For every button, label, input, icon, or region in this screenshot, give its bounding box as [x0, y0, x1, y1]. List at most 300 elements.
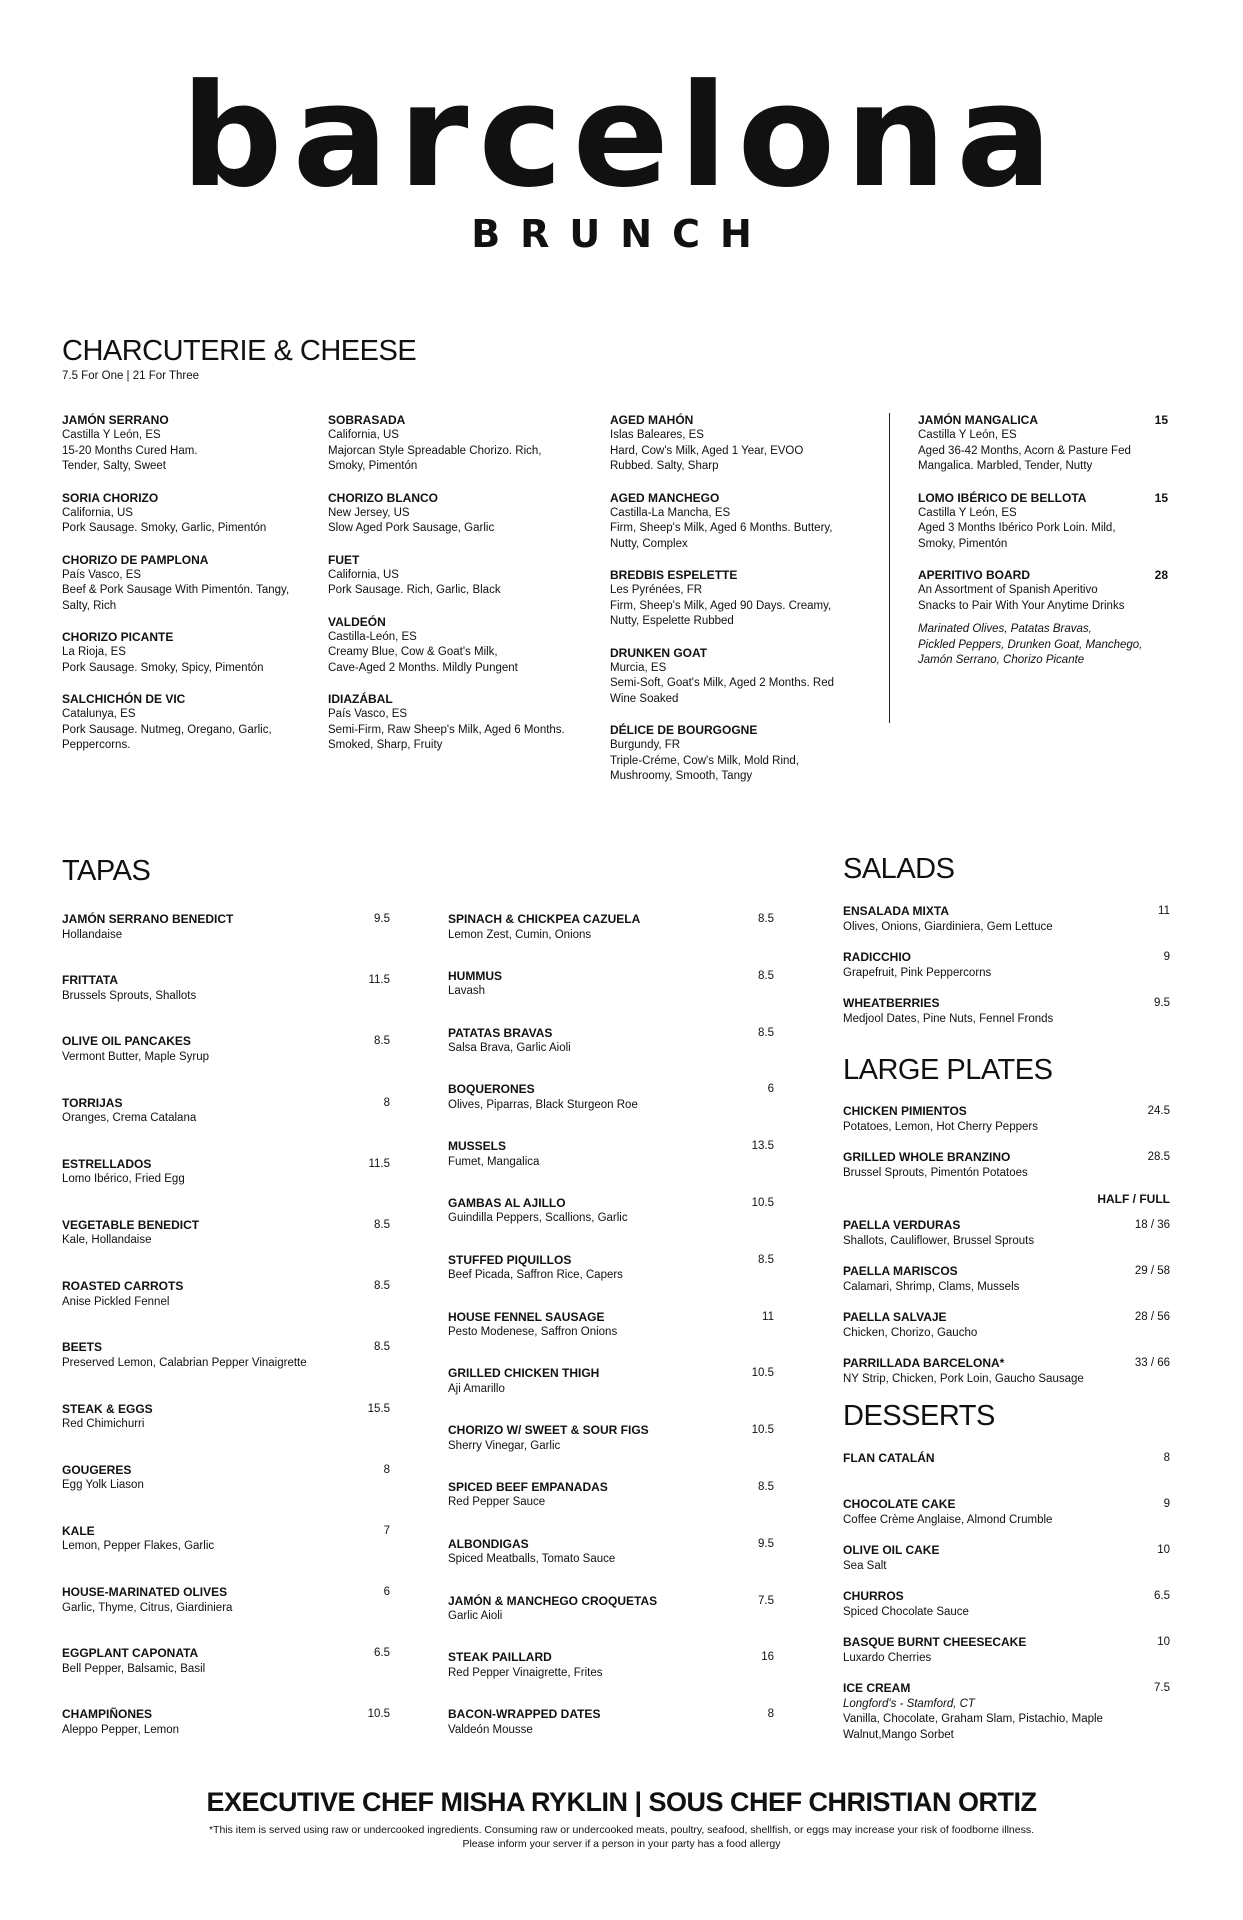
- menu-item-header: [843, 904, 1170, 920]
- menu-item: [448, 1650, 774, 1707]
- menu-item-name: VEGETABLE BENEDICT: [62, 1217, 200, 1232]
- item-detail-line: California, US: [62, 506, 133, 519]
- menu-item-price: 9: [1163, 951, 1170, 963]
- menu-item-description: Guindilla Peppers, Scallions, Garlic: [448, 1212, 628, 1225]
- charcuterie-title: CHARCUTERIE & CHEESE: [62, 335, 417, 367]
- menu-item: [448, 1139, 774, 1196]
- menu-item: [843, 1497, 1170, 1543]
- menu-item-name: STUFFED PIQUILLOS: [448, 1252, 572, 1267]
- menu-item: [448, 1423, 774, 1480]
- menu-item: [448, 1707, 774, 1764]
- menu-item-price: 8: [1163, 1452, 1170, 1464]
- menu-item-name: FLAN CATALÁN: [843, 1451, 935, 1465]
- charcuterie-item: [328, 491, 588, 537]
- item-detail-line: Majorcan Style Spreadable Chorizo. Rich,: [328, 444, 542, 457]
- menu-item-name: PAELLA VERDURAS: [843, 1218, 961, 1232]
- menu-item-name: STEAK & EGGS: [62, 1401, 153, 1416]
- item-name: SOBRASADA: [328, 413, 406, 427]
- item-header: [62, 413, 312, 428]
- menu-item-price: 11: [1158, 905, 1170, 917]
- menu-item: [843, 1635, 1170, 1681]
- menu-item-description: Hollandaise: [62, 928, 123, 941]
- menu-item-price: 7: [383, 1524, 390, 1537]
- menu-item-description: Potatoes, Lemon, Hot Cherry Peppers: [843, 1120, 1038, 1133]
- menu-item-header: [448, 1310, 774, 1326]
- item-detail-line: New Jersey, US: [328, 506, 410, 519]
- menu-item-description: Walnut,Mango Sorbet: [843, 1728, 954, 1741]
- menu-item-name: BASQUE BURNT CHEESECAKE: [843, 1635, 1027, 1649]
- menu-item-price: 15.5: [367, 1402, 390, 1415]
- menu-item-header: [448, 1537, 774, 1553]
- menu-item: [62, 1402, 390, 1463]
- item-name: VALDEÓN: [328, 614, 386, 629]
- item-price: 28: [1154, 568, 1168, 582]
- menu-item-header: [843, 1589, 1170, 1605]
- menu-item-description: Salsa Brava, Garlic Aioli: [448, 1042, 571, 1055]
- item-detail-line: Triple-Créme, Cow's Milk, Mold Rind,: [610, 754, 799, 767]
- menu-item-header: [843, 996, 1170, 1012]
- item-header: [918, 413, 1168, 428]
- menu-item-name: GRILLED CHICKEN THIGH: [448, 1366, 600, 1381]
- menu-item-price: 11.5: [368, 1157, 390, 1170]
- menu-item-description: Garlic Aioli: [448, 1610, 503, 1623]
- charcuterie-item: [610, 723, 875, 785]
- menu-item-name: CHOCOLATE CAKE: [843, 1497, 956, 1511]
- item-price: 15: [1154, 413, 1168, 427]
- menu-item-price: 8: [767, 1708, 774, 1721]
- item-detail-line: Firm, Sheep's Milk, Aged 6 Months. Buttery,: [610, 522, 833, 534]
- menu-item-price: 8: [383, 1463, 390, 1476]
- item-name: CHORIZO PICANTE: [62, 630, 174, 644]
- menu-item: [448, 1253, 774, 1310]
- menu-item-header: [843, 1310, 1170, 1326]
- menu-item-name: SPINACH & CHICKPEA CAZUELA: [448, 912, 641, 926]
- menu-item: [843, 1543, 1170, 1589]
- menu-item-name: OLIVE OIL CAKE: [843, 1543, 940, 1557]
- menu-item: [62, 1218, 390, 1279]
- menu-item-header: [448, 1026, 774, 1042]
- menu-item-header: [448, 969, 774, 985]
- item-detail-line: Smoky, Pimentón: [328, 460, 418, 472]
- menu-item: [843, 904, 1170, 950]
- charcuterie-item: [610, 413, 875, 475]
- item-name: IDIAZÁBAL: [328, 692, 393, 706]
- menu-item-name: RADICCHIO: [843, 950, 911, 964]
- item-header: [610, 413, 875, 428]
- menu-item-name: OLIVE OIL PANCAKES: [62, 1034, 191, 1049]
- menu-item: [62, 1585, 390, 1646]
- menu-item-price: 9.5: [1154, 997, 1170, 1009]
- menu-item-header: [843, 1451, 1170, 1467]
- item-header: [610, 568, 875, 583]
- item-header: [610, 491, 875, 506]
- item-price: 15: [1154, 490, 1168, 505]
- menu-item-price: 8.5: [374, 1280, 390, 1293]
- menu-item-header: [62, 1646, 390, 1662]
- menu-item-name: CHORIZO W/ SWEET & SOUR FIGS: [448, 1423, 649, 1438]
- menu-item-description: Fumet, Mangalica: [448, 1155, 540, 1168]
- menu-item-price: 10.5: [751, 1196, 774, 1209]
- raw-food-disclaimer: *This item is served using raw or undercooked ingredients. Consuming raw or undercooked meats, poultry, seafood, shellfish, or eggs may increase your risk of foodborne illness.: [208, 1824, 1035, 1836]
- menu-item-header: [448, 1082, 774, 1098]
- charcuterie-item: [328, 692, 588, 754]
- menu-item-description: Bell Pepper, Balsamic, Basil: [62, 1662, 206, 1675]
- menu-item-price: 16: [761, 1651, 774, 1664]
- menu-item-origin: Longford's - Stamford, CT: [843, 1697, 975, 1710]
- charcuterie-item: [328, 553, 588, 599]
- item-name: JAMÓN SERRANO: [62, 413, 169, 427]
- menu-item-name: PATATAS BRAVAS: [448, 1025, 553, 1040]
- large-plates-title: LARGE PLATES: [843, 1054, 1053, 1086]
- menu-item-description: Aleppo Pepper, Lemon: [62, 1723, 180, 1736]
- menu-item-price: 6: [383, 1586, 390, 1599]
- item-detail-line: Islas Baleares, ES: [610, 429, 704, 441]
- menu-item-price: 9.5: [758, 1537, 774, 1550]
- menu-item-header: [843, 1264, 1170, 1280]
- item-detail-line: Castilla Y León, ES: [918, 506, 1017, 519]
- item-detail-line: Castilla-La Mancha, ES: [610, 506, 731, 519]
- menu-item-description: Lemon, Pepper Flakes, Garlic: [62, 1540, 215, 1553]
- menu-item-description: Olives, Piparras, Black Sturgeon Roe: [448, 1098, 638, 1111]
- menu-item-price: 28 / 56: [1134, 1311, 1170, 1323]
- menu-item-header: [843, 1218, 1170, 1234]
- large-plates-list: [843, 1104, 1170, 1402]
- item-header: [328, 413, 588, 428]
- item-detail-line: Cave-Aged 2 Months. Mildly Pungent: [328, 661, 518, 674]
- item-name: DÉLICE DE BOURGOGNE: [610, 723, 758, 737]
- menu-item-header: [843, 1635, 1170, 1651]
- menu-item: [62, 973, 390, 1034]
- half-full-label: HALF / FULL: [1097, 1192, 1170, 1206]
- menu-item-price: 29 / 58: [1134, 1265, 1170, 1277]
- menu-item-description: Luxardo Cherries: [843, 1651, 932, 1664]
- menu-item-name: HOUSE-MARINATED OLIVES: [62, 1585, 228, 1600]
- item-name: DRUNKEN GOAT: [610, 645, 708, 660]
- menu-item-price: 9: [1163, 1498, 1170, 1510]
- menu-item-header: [448, 1650, 774, 1666]
- salads-list: [843, 904, 1170, 1042]
- charcuterie-item: [62, 491, 312, 537]
- item-detail-line: Pork Sausage. Smoky, Spicy, Pimentón: [62, 661, 264, 674]
- menu-item-name: HOUSE FENNEL SAUSAGE: [448, 1309, 605, 1324]
- menu-item-header: [843, 1681, 1170, 1697]
- menu-item: [62, 1524, 390, 1585]
- item-name: SORIA CHORIZO: [62, 490, 159, 505]
- menu-item-name: ENSALADA MIXTA: [843, 904, 949, 918]
- menu-item-name: SPICED BEEF EMPANADAS: [448, 1479, 608, 1494]
- menu-item-description: Vermont Butter, Maple Syrup: [62, 1050, 210, 1063]
- item-name: SALCHICHÓN DE VIC: [62, 692, 186, 706]
- menu-item-description: Oranges, Crema Catalana: [62, 1112, 197, 1125]
- menu-item-price: 10.5: [751, 1367, 774, 1380]
- item-header: [328, 491, 588, 506]
- menu-item: [448, 1026, 774, 1083]
- menu-item-name: PAELLA SALVAJE: [843, 1310, 947, 1324]
- item-name: CHORIZO BLANCO: [328, 490, 438, 505]
- menu-item-description: Brussels Sprouts, Shallots: [62, 989, 197, 1002]
- menu-item-header: [62, 1157, 390, 1173]
- menu-item-price: 7.5: [758, 1594, 774, 1607]
- menu-item-description: Aji Amarillo: [448, 1382, 505, 1395]
- menu-item-name: MUSSELS: [448, 1139, 507, 1154]
- item-name: JAMÓN MANGALICA: [918, 413, 1038, 427]
- item-detail-line: Castilla-León, ES: [328, 630, 417, 643]
- menu-item: [448, 1594, 774, 1651]
- menu-item: [843, 1589, 1170, 1635]
- board-contents-line: Marinated Olives, Patatas Bravas,: [918, 623, 1092, 635]
- item-name: AGED MANCHEGO: [610, 490, 720, 505]
- menu-item: [62, 1707, 390, 1768]
- menu-item-name: HUMMUS: [448, 968, 502, 983]
- menu-item-price: 13.5: [751, 1140, 774, 1153]
- restaurant-logo: barcelona: [180, 54, 1063, 219]
- menu-item-name: GRILLED WHOLE BRANZINO: [843, 1150, 1011, 1164]
- menu-item-header: [843, 950, 1170, 966]
- menu-item-description: Medjool Dates, Pine Nuts, Fennel Fronds: [843, 1012, 1054, 1025]
- item-header: [328, 615, 588, 630]
- menu-item: [448, 1537, 774, 1594]
- item-detail-line: Wine Soaked: [610, 692, 679, 705]
- menu-item-description: Shallots, Cauliflower, Brussel Sprouts: [843, 1234, 1035, 1247]
- item-name: BREDBIS ESPELETTE: [610, 568, 738, 582]
- item-detail-line: Peppercorns.: [62, 739, 131, 751]
- menu-item: [843, 1681, 1170, 1741]
- menu-item-header: [62, 1034, 390, 1050]
- menu-item-name: BEETS: [62, 1340, 103, 1355]
- menu-item-name: PARRILLADA BARCELONA*: [843, 1356, 1005, 1370]
- item-detail-line: Salty, Rich: [62, 599, 117, 612]
- item-header: [62, 692, 312, 707]
- item-detail-line: Smoked, Sharp, Fruity: [328, 739, 443, 751]
- charcuterie-item: [918, 491, 1168, 553]
- menu-item-name: JAMÓN SERRANO BENEDICT: [62, 912, 234, 926]
- menu-item-price: 8.5: [374, 1035, 390, 1048]
- item-detail-line: 15-20 Months Cured Ham.: [62, 444, 198, 457]
- menu-item-name: EGGPLANT CAPONATA: [62, 1646, 199, 1661]
- menu-item-price: 18 / 36: [1134, 1219, 1170, 1231]
- menu-item-header: [448, 1707, 774, 1723]
- menu-item-description: Lavash: [448, 985, 486, 998]
- menu-item-name: KALE: [62, 1523, 95, 1538]
- menu-item: [62, 1463, 390, 1524]
- menu-item: [843, 1104, 1170, 1150]
- menu-item-price: 6.5: [374, 1647, 390, 1660]
- menu-item-header: [62, 1279, 390, 1295]
- item-detail-line: California, US: [328, 429, 399, 441]
- menu-item-name: WHEATBERRIES: [843, 996, 940, 1010]
- menu-item-header: [448, 912, 774, 928]
- column-divider: [889, 413, 890, 723]
- item-detail-line: Aged 3 Months Ibérico Pork Loin. Mild,: [918, 522, 1116, 534]
- menu-item-price: 8.5: [374, 1341, 390, 1354]
- item-header: [610, 646, 875, 661]
- tapas-column-2: [448, 912, 774, 1764]
- menu-item: [62, 1279, 390, 1340]
- menu-item-description: Calamari, Shrimp, Clams, Mussels: [843, 1280, 1020, 1293]
- menu-item-price: 8.5: [758, 913, 774, 925]
- menu-item-price: 8: [383, 1096, 390, 1109]
- menu-item-description: Garlic, Thyme, Citrus, Giardiniera: [62, 1601, 233, 1614]
- menu-item-description: Coffee Crème Anglaise, Almond Crumble: [843, 1513, 1053, 1526]
- menu-item-name: STEAK PAILLARD: [448, 1650, 552, 1665]
- menu-item-description: Brussel Sprouts, Pimentón Potatoes: [843, 1166, 1028, 1179]
- item-detail-line: Catalunya, ES: [62, 708, 136, 720]
- menu-item-name: ALBONDIGAS: [448, 1536, 529, 1551]
- menu-item: [843, 1150, 1170, 1196]
- menu-item: [843, 1264, 1170, 1310]
- menu-item-header: [843, 1497, 1170, 1513]
- menu-item-description: Anise Pickled Fennel: [62, 1295, 170, 1308]
- menu-item-description: Sea Salt: [843, 1559, 887, 1572]
- charcuterie-column-3: [610, 413, 875, 801]
- item-detail-line: Beef & Pork Sausage With Pimentón. Tangy,: [62, 584, 290, 596]
- desserts-list: [843, 1451, 1170, 1741]
- menu-item-name: BACON-WRAPPED DATES: [448, 1707, 601, 1722]
- menu-item: [843, 950, 1170, 996]
- item-detail-line: Semi-Firm, Raw Sheep's Milk, Aged 6 Months.: [328, 723, 565, 736]
- item-header: [918, 491, 1168, 506]
- menu-item-header: [448, 1594, 774, 1610]
- charcuterie-column-2: [328, 413, 588, 770]
- item-name: APERITIVO BOARD: [918, 568, 1031, 582]
- item-detail-line: Creamy Blue, Cow & Goat's Milk,: [328, 646, 498, 658]
- menu-item-price: 8.5: [758, 969, 774, 982]
- item-detail-line: Nutty, Espelette Rubbed: [610, 615, 734, 627]
- menu-item-header: [448, 1366, 774, 1382]
- menu-item: [448, 1480, 774, 1537]
- board-contents-line: Pickled Peppers, Drunken Goat, Manchego,: [918, 638, 1143, 651]
- item-detail-line: Slow Aged Pork Sausage, Garlic: [328, 522, 495, 534]
- menu-item-description: Spiced Chocolate Sauce: [843, 1605, 969, 1618]
- menu-item-description: Kale, Hollandaise: [62, 1234, 152, 1247]
- menu-item-price: 7.5: [1154, 1682, 1170, 1694]
- menu-item-header: [843, 1150, 1170, 1166]
- salads-title: SALADS: [843, 853, 955, 885]
- menu-item-price: 10.5: [751, 1424, 774, 1437]
- menu-item-header: [62, 973, 390, 989]
- menu-item-price: 6: [767, 1083, 774, 1096]
- menu-item-description: Lomo Ibérico, Fried Egg: [62, 1173, 185, 1186]
- menu-item-description: Grapefruit, Pink Peppercorns: [843, 966, 992, 979]
- menu-item-description: Beef Picada, Saffron Rice, Capers: [448, 1269, 623, 1282]
- item-detail-line: Pork Sausage. Nutmeg, Oregano, Garlic,: [62, 723, 272, 736]
- menu-item-header: [62, 1463, 390, 1479]
- menu-item-name: CHURROS: [843, 1589, 904, 1603]
- allergy-disclaimer: Please inform your server if a person in your party has a food allergy: [462, 1838, 781, 1850]
- item-detail-line: Smoky, Pimentón: [918, 537, 1008, 550]
- menu-item-price: 28.5: [1147, 1151, 1170, 1163]
- chef-credits: EXECUTIVE CHEF MISHA RYKLIN | SOUS CHEF CHRISTIAN ORTIZ: [206, 1787, 1037, 1817]
- menu-item: [62, 1646, 390, 1707]
- menu-item-description: Egg Yolk Liason: [62, 1479, 144, 1492]
- menu-item: [843, 1356, 1170, 1402]
- item-detail-line: Burgundy, FR: [610, 739, 681, 751]
- item-detail-line: Mangalica. Marbled, Tender, Nutty: [918, 460, 1093, 472]
- item-header: [62, 553, 312, 568]
- menu-item-name: CHICKEN PIMIENTOS: [843, 1104, 967, 1118]
- item-detail-line: Castilla Y León, ES: [62, 429, 161, 441]
- menu-item-header: [448, 1139, 774, 1155]
- item-detail-line: Nutty, Complex: [610, 537, 688, 550]
- item-detail-line: Firm, Sheep's Milk, Aged 90 Days. Creamy,: [610, 599, 832, 612]
- menu-item-name: CHAMPIÑONES: [62, 1707, 153, 1722]
- item-name: LOMO IBÉRICO DE BELLOTA: [918, 490, 1087, 505]
- item-detail-line: California, US: [328, 568, 399, 581]
- charcuterie-pricing-note: 7.5 For One | 21 For Three: [62, 370, 200, 382]
- menu-item: [448, 1196, 774, 1253]
- menu-item-name: BOQUERONES: [448, 1082, 535, 1097]
- menu-item-price: 8.5: [758, 1026, 774, 1039]
- menu-item: [62, 1340, 390, 1401]
- menu-item-description: Valdeón Mousse: [448, 1723, 533, 1736]
- menu-item-name: TORRIJAS: [62, 1095, 123, 1110]
- item-header: [62, 491, 312, 506]
- menu-item-header: [62, 1218, 390, 1234]
- menu-item-header: [448, 1196, 774, 1212]
- menu-item-name: GAMBAS AL AJILLO: [448, 1195, 566, 1210]
- menu-item-description: Sherry Vinegar, Garlic: [448, 1439, 561, 1452]
- item-detail-line: Les Pyrénées, FR: [610, 584, 703, 596]
- menu-item: [843, 996, 1170, 1042]
- charcuterie-item: [62, 630, 312, 676]
- tapas-title: TAPAS: [62, 855, 151, 887]
- menu-item-price: 10: [1157, 1544, 1170, 1556]
- item-detail-line: La Rioja, ES: [62, 646, 126, 658]
- item-header: [918, 568, 1168, 583]
- menu-item-price: 8.5: [758, 1253, 774, 1266]
- menu-item-header: [843, 1104, 1170, 1120]
- menu-item-name: FRITTATA: [62, 973, 118, 988]
- item-detail-line: País Vasco, ES: [328, 708, 408, 720]
- item-detail-line: Castilla Y León, ES: [918, 429, 1017, 441]
- menu-item-description: Vanilla, Chocolate, Graham Slam, Pistachio, Maple: [843, 1713, 1103, 1725]
- menu-item: [62, 1157, 390, 1218]
- item-detail-line: Snacks to Pair With Your Anytime Drinks: [918, 599, 1125, 612]
- item-header: [328, 553, 588, 568]
- menu-item-description: Preserved Lemon, Calabrian Pepper Vinaigrette: [62, 1356, 307, 1369]
- menu-item-description: Red Chimichurri: [62, 1418, 145, 1430]
- menu-item-price: 6.5: [1154, 1590, 1170, 1602]
- menu-item: [448, 969, 774, 1026]
- spacer: [918, 614, 1168, 622]
- menu-item-header: [448, 1480, 774, 1496]
- menu-item-description: NY Strip, Chicken, Pork Loin, Gaucho Sausage: [843, 1372, 1084, 1385]
- menu-item: [62, 1034, 390, 1095]
- charcuterie-item: [918, 413, 1168, 475]
- item-name: AGED MAHÓN: [610, 413, 694, 427]
- menu-item-header: [448, 1253, 774, 1269]
- board-contents-line: Jamón Serrano, Chorizo Picante: [918, 654, 1085, 666]
- menu-item-name: JAMÓN & MANCHEGO CROQUETAS: [448, 1593, 658, 1608]
- menu-item-description: Lemon Zest, Cumin, Onions: [448, 928, 592, 941]
- charcuterie-item: [610, 646, 875, 708]
- item-detail-line: País Vasco, ES: [62, 568, 142, 581]
- menu-item-name: ESTRELLADOS: [62, 1156, 152, 1171]
- menu-item-header: [62, 1096, 390, 1112]
- desserts-title: DESSERTS: [843, 1400, 995, 1432]
- charcuterie-item: [328, 615, 588, 677]
- menu-item: [448, 1310, 774, 1367]
- item-detail-line: Mushroomy, Smooth, Tangy: [610, 770, 753, 782]
- charcuterie-item: [328, 413, 588, 475]
- menu-item-description: Red Pepper Sauce: [448, 1496, 546, 1509]
- charcuterie-item: [610, 568, 875, 630]
- menu-item-description: Red Pepper Vinaigrette, Frites: [448, 1666, 603, 1679]
- item-header: [328, 692, 588, 707]
- charcuterie-item: [62, 692, 312, 754]
- menu-item-header: [62, 1707, 390, 1723]
- menu-item: [448, 1082, 774, 1139]
